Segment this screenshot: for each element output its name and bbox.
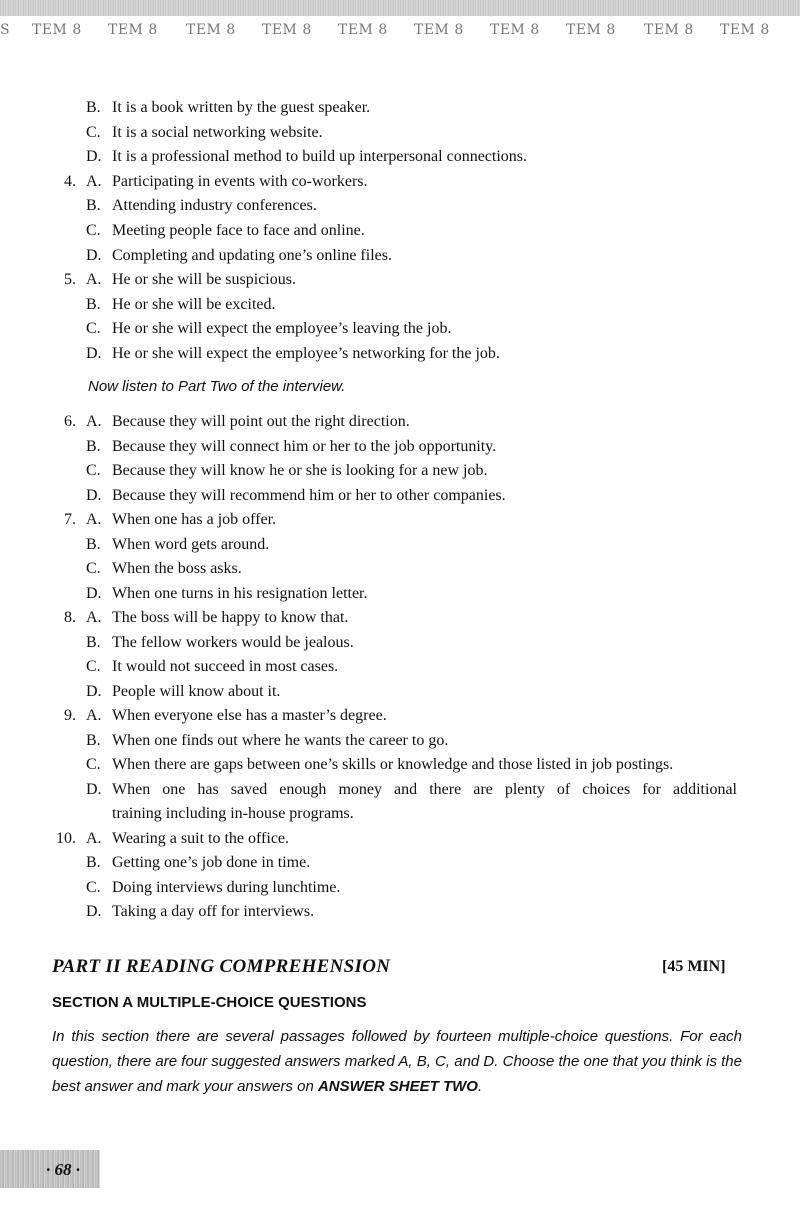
- header-label: TEM 8: [490, 22, 540, 38]
- option-text: Because they will recommend him or her to other companies.: [112, 486, 506, 504]
- option-text: Completing and updating one’s online files.: [112, 246, 392, 264]
- option-text: Meeting people face to face and online.: [112, 222, 365, 239]
- option-text: When there are gaps between one’s skills or knowledge and those listed in job postings.: [112, 756, 674, 773]
- option-text: He or she will be excited.: [112, 295, 276, 313]
- option-text: Taking a day off for interviews.: [112, 903, 315, 920]
- option-text: training including in-house programs.: [112, 805, 354, 822]
- answer-sheet-name: ANSWER SHEET TWO: [317, 1078, 478, 1095]
- header-label: TEM 8: [32, 22, 82, 38]
- option-letter: A.: [86, 829, 102, 847]
- option-letter: C.: [86, 123, 101, 141]
- option-text: The fellow workers would be jealous.: [112, 633, 354, 651]
- option-letter: C.: [86, 462, 101, 479]
- option-letter: D.: [86, 486, 102, 504]
- option-letter: A.: [86, 609, 102, 626]
- option-text: Because they will connect him or her to the job opportunity.: [112, 437, 497, 455]
- option-text: He or she will expect the employee’s leaving the job.: [112, 320, 452, 338]
- header-label: TEM 8: [644, 22, 694, 38]
- section-instruction: [52, 1024, 742, 1099]
- option-letter: B.: [86, 295, 101, 313]
- option-letter: A.: [86, 271, 102, 289]
- header-decorative-strip: [0, 0, 800, 16]
- option-text: Wearing a suit to the office.: [112, 829, 290, 847]
- part-title: PART II READING COMPREHENSION: [52, 956, 391, 977]
- option-letter: A.: [86, 172, 102, 190]
- option-letter: D.: [86, 584, 102, 602]
- question-number: 4.: [64, 172, 76, 190]
- option-letter: A.: [86, 707, 102, 724]
- question-number: 6.: [64, 413, 76, 430]
- option-text: When one has saved enough money and there are plenty of choices for additional: [112, 780, 737, 798]
- option-text: Because they will know he or she is looking for a new job.: [112, 462, 488, 479]
- option-text: Participating in events with co-workers.: [112, 172, 368, 190]
- option-letter: D.: [86, 682, 102, 700]
- option-text: It is a social networking website.: [112, 123, 323, 141]
- option-text: He or she will be suspicious.: [112, 271, 296, 289]
- option-text: Doing interviews during lunchtime.: [112, 878, 341, 896]
- question-number: 5.: [64, 271, 76, 289]
- question-number: 9.: [64, 707, 76, 724]
- option-text: When one turns in his resignation letter.: [112, 584, 368, 602]
- option-letter: C.: [86, 756, 101, 773]
- option-text: Because they will point out the right direction.: [112, 413, 410, 430]
- option-text: Getting one’s job done in time.: [112, 854, 311, 871]
- option-letter: B.: [86, 633, 101, 651]
- option-text: He or she will expect the employee’s networking for the job.: [112, 345, 500, 362]
- option-text: When the boss asks.: [112, 560, 242, 577]
- header-label: TEM 8: [186, 22, 236, 38]
- option-text: When everyone else has a master’s degree.: [112, 707, 387, 724]
- option-text: When one has a job offer.: [112, 511, 277, 528]
- option-text: It is a book written by the guest speaker.: [112, 99, 371, 116]
- option-letter: D.: [86, 246, 102, 264]
- option-letter: C.: [86, 658, 101, 675]
- part-two-instruction: Now listen to Part Two of the interview.: [88, 378, 346, 395]
- header-label: S: [0, 22, 11, 38]
- section-instruction-text: In this section there are several passages followed by fourteen multiple-choice questions. For each question, there are four suggested answers marked A, B, C, and D. Choose the one that you think is the best answer and mark your answers on: [52, 1028, 742, 1095]
- option-letter: B.: [86, 437, 101, 455]
- option-text: When word gets around.: [112, 535, 270, 553]
- option-text: People will know about it.: [112, 682, 281, 700]
- option-letter: C.: [86, 320, 101, 338]
- question-number: 7.: [64, 511, 76, 528]
- option-letter: B.: [86, 854, 101, 871]
- header-label: TEM 8: [566, 22, 616, 38]
- option-text: When one finds out where he wants the career to go.: [112, 731, 449, 749]
- header-label: TEM 8: [108, 22, 158, 38]
- question-number: 8.: [64, 609, 76, 626]
- option-letter: B.: [86, 99, 101, 116]
- option-letter: D.: [86, 345, 102, 362]
- header-label: TEM 8: [720, 22, 770, 38]
- option-letter: A.: [86, 413, 102, 430]
- option-letter: C.: [86, 222, 101, 239]
- section-title: SECTION A MULTIPLE-CHOICE QUESTIONS: [52, 994, 367, 1011]
- section-instruction-end: .: [477, 1078, 483, 1095]
- option-letter: C.: [86, 560, 101, 577]
- option-letter: A.: [86, 511, 102, 528]
- option-text: It would not succeed in most cases.: [112, 658, 339, 675]
- option-letter: B.: [86, 197, 101, 215]
- option-letter: D.: [86, 780, 102, 798]
- option-letter: D.: [86, 148, 102, 166]
- header-running-labels: [0, 22, 800, 42]
- part-time: [45 MIN]: [662, 958, 726, 975]
- option-text: It is a professional method to build up interpersonal connections.: [112, 148, 528, 166]
- header-label: TEM 8: [414, 22, 464, 38]
- option-text: The boss will be happy to know that.: [112, 609, 349, 626]
- option-letter: C.: [86, 878, 101, 896]
- option-letter: D.: [86, 903, 102, 920]
- option-text: Attending industry conferences.: [112, 197, 317, 215]
- question-number: 10.: [56, 829, 76, 847]
- page-number: · 68 ·: [46, 1160, 80, 1179]
- header-label: TEM 8: [262, 22, 312, 38]
- header-label: TEM 8: [338, 22, 388, 38]
- option-letter: B.: [86, 731, 101, 749]
- option-letter: B.: [86, 535, 101, 553]
